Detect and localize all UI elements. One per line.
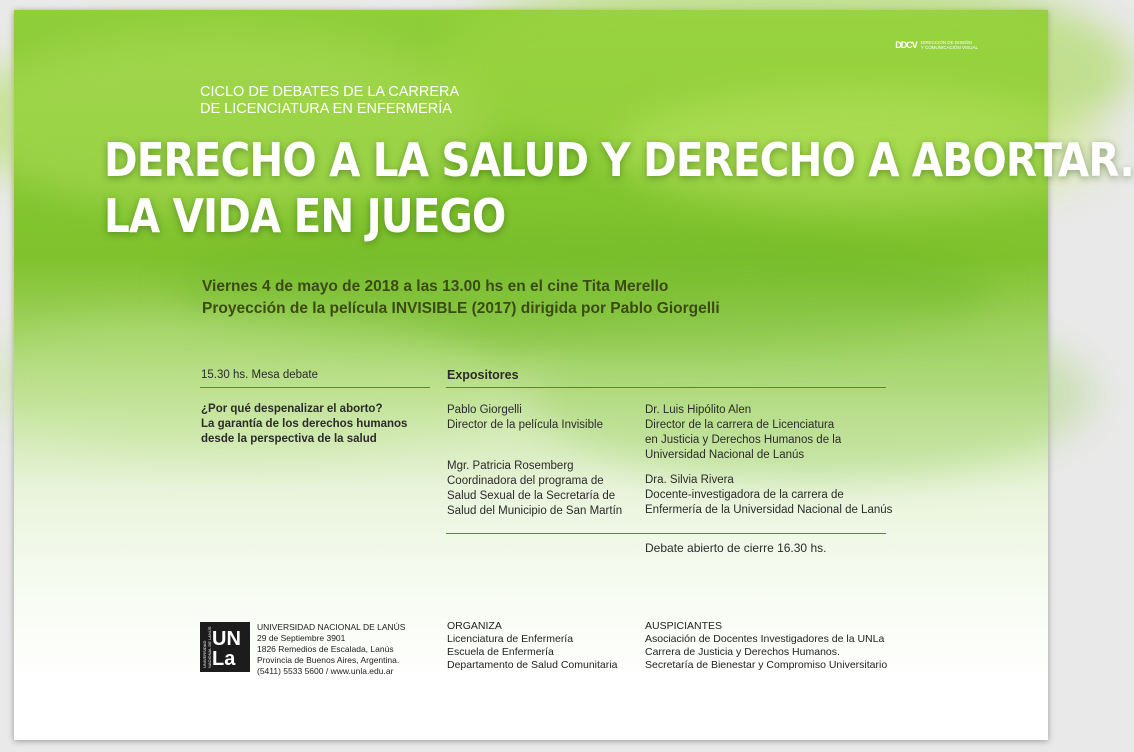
speaker-role: Salud del Municipio de San Martín xyxy=(447,505,623,517)
speaker-name: Dra. Silvia Rivera xyxy=(645,474,734,486)
unla-logo-top: UN xyxy=(212,628,241,650)
speaker-rosemberg xyxy=(447,459,622,519)
design-direction-logo xyxy=(895,40,978,50)
auspiciantes-heading: AUSPICIANTES xyxy=(645,620,723,632)
university-address-2: 1826 Remedios de Escalada, Lanús xyxy=(257,644,394,654)
speaker-rivera xyxy=(645,473,892,518)
auspiciantes-item: Carrera de Justicia y Derechos Humanos. xyxy=(645,646,840,658)
organiza-item: Escuela de Enfermería xyxy=(447,646,554,658)
speaker-role: Coordinadora del programa de xyxy=(447,475,604,487)
debate-question-1: ¿Por qué despenalizar el aborto? xyxy=(201,403,383,415)
film-line: Proyección de la película INVISIBLE (2017) dirigida por Pablo Giorgelli xyxy=(202,300,720,317)
organiza-block xyxy=(447,620,617,672)
title-line-2: LA VIDA EN JUEGO xyxy=(104,189,506,243)
unla-logo-side-text: UNIVERSIDAD NACIONAL DE LANÚS xyxy=(202,626,212,668)
organiza-heading: ORGANIZA xyxy=(447,620,502,632)
event-title xyxy=(104,132,1134,244)
speaker-name: Pablo Giorgelli xyxy=(447,404,522,416)
debate-time: 15.30 hs. Mesa debate xyxy=(201,369,318,381)
auspiciantes-block xyxy=(645,620,887,672)
speaker-name: Dr. Luis Hipólito Alen xyxy=(645,404,752,416)
event-poster xyxy=(14,10,1134,740)
divider-line xyxy=(200,387,430,388)
design-direction-logo-mark: DDCV xyxy=(895,40,917,50)
speaker-role: Director de la carrera de Licenciatura xyxy=(645,419,835,431)
design-direction-logo-line1: DIRECCIÓN DE DISEÑO xyxy=(920,40,973,45)
divider-line xyxy=(446,533,886,534)
design-direction-logo-line2: Y COMUNICACIÓN VISUAL xyxy=(920,45,978,50)
unla-logo xyxy=(200,622,250,672)
auspiciantes-item: Secretaría de Bienestar y Compromiso Universitario xyxy=(645,659,888,671)
debate-question-2: La garantía de los derechos humanos xyxy=(201,418,408,430)
title-line-1: DERECHO A LA SALUD Y DERECHO A ABORTAR. xyxy=(104,133,1134,187)
debate-questions xyxy=(201,402,407,447)
auspiciantes-item: Asociación de Docentes Investigadores de la UNLa xyxy=(645,633,885,645)
cycle-line-1: CICLO DE DEBATES DE LA CARRERA xyxy=(200,84,460,100)
speaker-role: Director de la película Invisible xyxy=(447,419,603,431)
unla-logo-bottom: La xyxy=(212,648,236,670)
event-date-block xyxy=(202,276,720,320)
cycle-line-2: DE LICENCIATURA EN ENFERMERÍA xyxy=(200,101,452,117)
speaker-alen xyxy=(645,403,841,463)
divider-line xyxy=(446,387,886,388)
debate-question-3: desde la perspectiva de la salud xyxy=(201,433,377,445)
cycle-heading xyxy=(200,84,459,118)
speaker-role: Universidad Nacional de Lanús xyxy=(645,449,805,461)
university-address-1: 29 de Septiembre 3901 xyxy=(257,633,346,643)
university-address-3: Provincia de Buenos Aires, Argentina. xyxy=(257,655,400,665)
university-name: UNIVERSIDAD NACIONAL DE LANÚS xyxy=(257,622,406,632)
speaker-role: Enfermería de la Universidad Nacional de Lanús xyxy=(645,504,893,516)
organiza-item: Departamento de Salud Comunitaria xyxy=(447,659,618,671)
date-line: Viernes 4 de mayo de 2018 a las 13.00 hs en el cine Tita Merello xyxy=(202,278,669,295)
university-contact: (5411) 5533 5600 / www.unla.edu.ar xyxy=(257,666,394,676)
closing-debate: Debate abierto de cierre 16.30 hs. xyxy=(645,541,827,555)
organiza-item: Licenciatura de Enfermería xyxy=(447,633,574,645)
speaker-giorgelli xyxy=(447,403,603,433)
university-info xyxy=(257,622,405,677)
speaker-role: en Justicia y Derechos Humanos de la xyxy=(645,434,842,446)
speaker-role: Salud Sexual de la Secretaría de xyxy=(447,490,616,502)
speaker-name: Mgr. Patricia Rosemberg xyxy=(447,460,574,472)
speaker-role: Docente-investigadora de la carrera de xyxy=(645,489,844,501)
speakers-heading: Expositores xyxy=(447,368,519,382)
